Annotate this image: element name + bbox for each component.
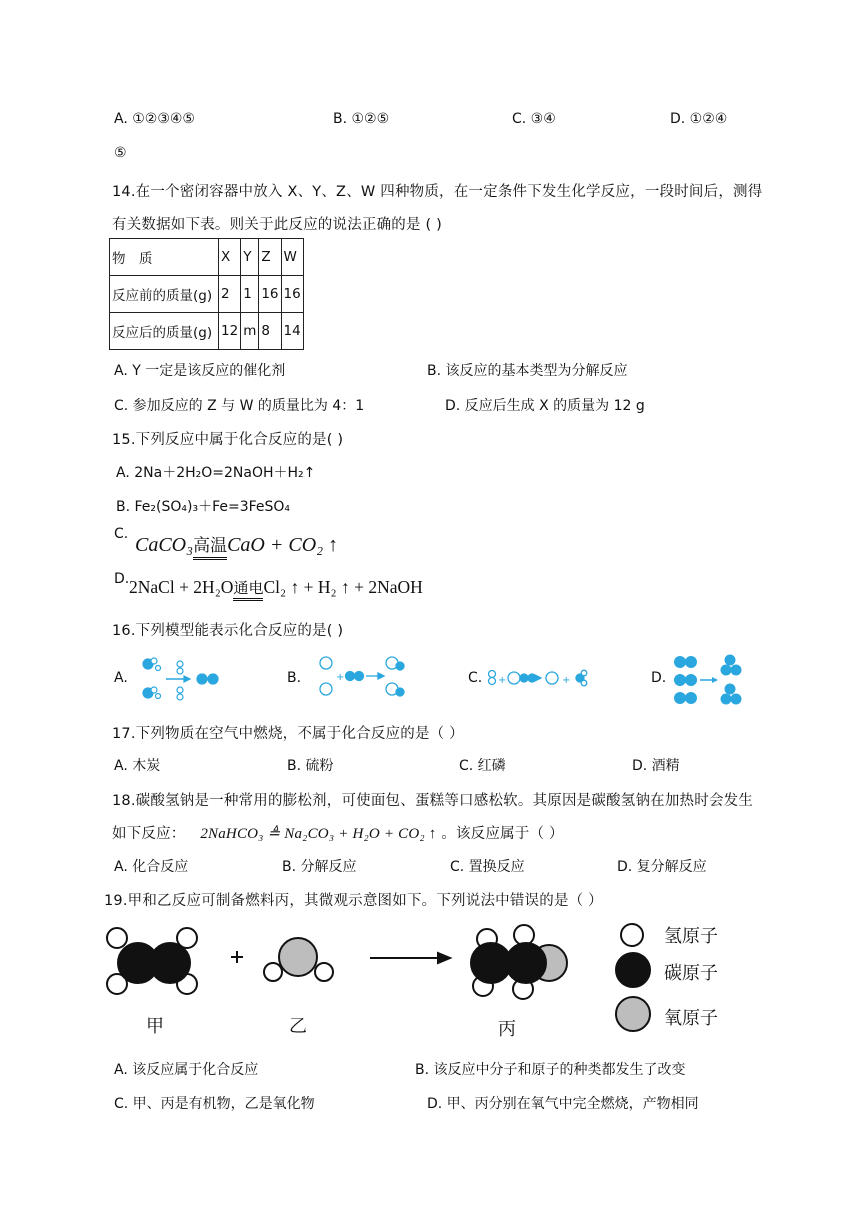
q16-model-d [672,654,744,710]
q16-model-a [138,656,224,706]
table-cell: Z [259,239,281,276]
q15-option-c-equation [135,531,338,557]
table-row [110,276,304,313]
q18-option-a: A. 化合反应 [114,859,189,875]
q15-option-d-label: D. [114,571,130,587]
q18-option-b: B. 分解反应 [282,859,357,875]
table-row [110,313,304,350]
reaction-arrow [370,953,450,963]
q13-option-b: B. ①②⑤ [333,111,390,127]
q18-stem-line2 [112,822,564,843]
q15-option-d-equation [129,577,423,598]
q13-option-c: C. ③④ [512,111,556,127]
q16-option-c: C. [468,670,483,686]
q19-option-a: A. 该反应属于化合反应 [114,1062,259,1078]
table-cell: Y [241,239,259,276]
table-cell: 反应前的质量(g) [110,276,219,313]
q14-option-d: D. 反应后生成 X 的质量为 12 g [445,398,645,414]
q16-model-b [314,654,410,700]
svg-text:+: + [498,675,507,686]
q16-option-d: D. [651,670,667,686]
equation-left: 2NaCl + 2H₂O [129,577,234,597]
q18-line2-pre: 如下反应： [112,826,186,842]
q17-option-c: C. 红磷 [459,758,506,774]
table-cell: 16 [259,276,281,313]
q18-equation: 2NaHCO₃ ≜ Na₂CO₃ + H₂O + CO₂ ↑ [200,826,437,842]
q15-option-a: A. 2Na＋2H₂O=2NaOH＋H₂↑ [116,465,316,481]
q15-stem: 15.下列反应中属于化合反应的是( ) [112,432,344,448]
table-cell: X [219,239,241,276]
label-jia: 甲 [146,1016,164,1037]
q17-option-d: D. 酒精 [632,758,680,774]
legend-atoms [616,924,650,1031]
q14-option-c: C. 参加反应的 Z 与 W 的质量比为 4：1 [114,398,365,414]
label-bing: 丙 [498,1019,516,1040]
condition-high-temp: 高温 [193,536,227,560]
molecule-jia [107,928,197,994]
table-cell: 1 [241,276,259,313]
equation-right: CaO + CO₂ ↑ [227,534,339,556]
q13-option-a: A. ①②③④⑤ [114,111,195,127]
q14-stem-line2: 有关数据如下表。则关于此反应的说法正确的是 ( ) [112,217,443,233]
q13-option-d: D. ①②④ [670,111,728,127]
q16-model-c [486,666,592,692]
q17-option-b: B. 硫粉 [287,758,334,774]
q15-option-b: B. Fe₂(SO₄)₃＋Fe=3FeSO₄ [116,499,291,515]
q14-option-b: B. 该反应的基本类型为分解反应 [427,363,628,379]
table-cell: 8 [259,313,281,350]
q16-option-b: B. [287,670,302,686]
equation-left: CaCO₃ [135,534,194,556]
q18-line2-post: 。该反应属于（ ） [441,826,564,842]
table-cell: m [241,313,259,350]
q19-option-b: B. 该反应中分子和原子的种类都发生了改变 [415,1062,686,1078]
legend-oxygen-label: 氧原子 [664,1008,718,1029]
legend-hydrogen-label: 氢原子 [664,926,718,947]
q17-stem: 17.下列物质在空气中燃烧，不属于化合反应的是（ ） [112,726,464,742]
legend-carbon-label: 碳原子 [664,963,718,984]
q18-option-d: D. 复分解反应 [617,859,707,875]
q13-option-d-wrap: ⑤ [114,145,127,161]
q14-option-a: A. Y 一定是该反应的催化剂 [114,363,286,379]
label-yi: 乙 [289,1016,307,1037]
table-cell: 16 [281,276,303,313]
q15-option-c-label: C. [114,526,129,542]
q19-stem: 19.甲和乙反应可制备燃料丙，其微观示意图如下。下列说法中错误的是（ ） [104,893,603,909]
q17-option-a: A. 木炭 [114,758,161,774]
q19-option-d: D. 甲、丙分别在氧气中完全燃烧，产物相同 [427,1096,699,1112]
svg-text:+: + [336,672,345,683]
q14-stem-line1: 14.在一个密闭容器中放入 X、Y、Z、W 四种物质，在一定条件下发生化学反应，一段时间后，测得 [112,184,763,200]
q19-micro-diagram [100,920,740,1044]
molecule-yi [264,938,333,981]
table-cell: 14 [281,313,303,350]
equation-right: Cl₂ ↑ + H₂ ↑ + 2NaOH [263,577,423,597]
svg-text:+: + [562,675,571,686]
table-row [110,239,304,276]
table-cell: 2 [219,276,241,313]
table-cell: 12 [219,313,241,350]
plus-sign [231,951,243,963]
molecule-bing [471,925,567,999]
table-cell: 反应后的质量(g) [110,313,219,350]
q16-option-a: A. [114,670,128,686]
q19-option-c: C. 甲、丙是有机物，乙是氧化物 [114,1096,315,1112]
q16-stem: 16.下列模型能表示化合反应的是( ) [112,623,344,639]
q14-data-table [109,238,304,350]
q18-stem-line1: 18.碳酸氢钠是一种常用的膨松剂，可使面包、蛋糕等口感松软。其原因是碳酸氢钠在加热时会发生 [112,793,754,809]
table-cell: W [281,239,303,276]
table-cell: 物 质 [110,239,219,276]
condition-electrolysis: 通电 [233,579,263,601]
q18-option-c: C. 置换反应 [450,859,525,875]
